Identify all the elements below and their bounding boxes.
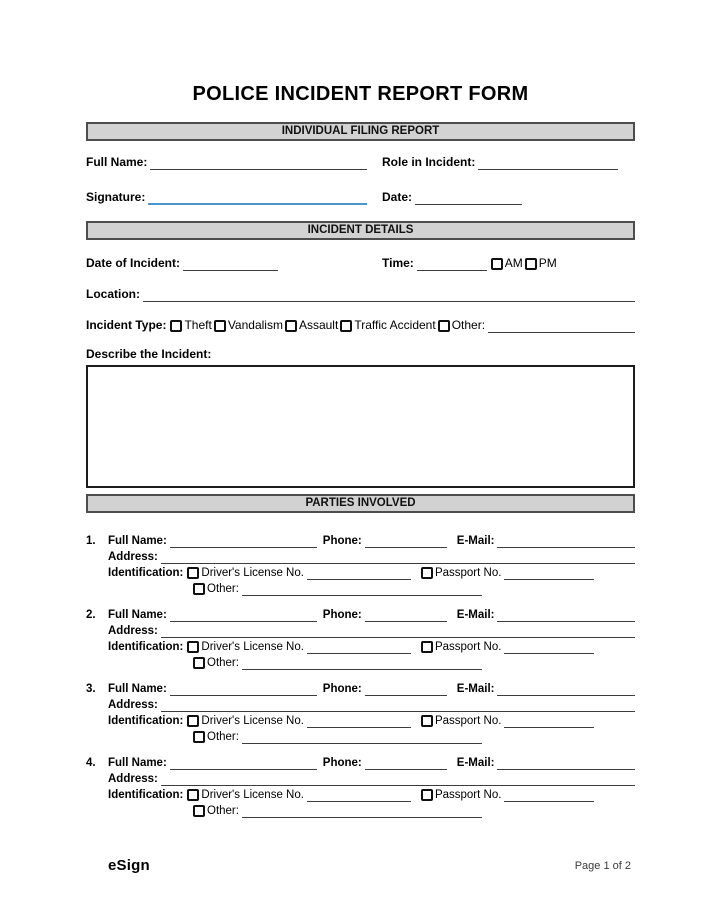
party-email-label: E-Mail: (456, 757, 495, 769)
theft-checkbox[interactable] (170, 320, 182, 332)
parties-list (86, 534, 635, 818)
party-block-3 (86, 682, 635, 744)
party-phone-label: Phone: (322, 609, 362, 621)
full-name-label: Full Name: (86, 155, 148, 169)
role-in-incident-label: Role in Incident: (382, 155, 476, 169)
drivers-license-label: Driver's License No. (201, 567, 304, 579)
party-phone-field[interactable] (365, 758, 447, 770)
party-phone-field[interactable] (365, 684, 447, 696)
other-id-checkbox[interactable] (193, 731, 205, 743)
passport-checkbox[interactable] (421, 641, 433, 653)
drivers-license-no-field[interactable] (307, 642, 411, 654)
other-id-label: Other: (207, 583, 239, 595)
other-id-checkbox[interactable] (193, 583, 205, 595)
party-email-label: E-Mail: (456, 535, 495, 547)
theft-label: Theft (184, 318, 212, 332)
other-type-field[interactable] (488, 320, 635, 333)
date-of-incident-field[interactable] (183, 258, 278, 271)
other-id-label: Other: (207, 731, 239, 743)
party-block-4 (86, 756, 635, 818)
role-in-incident-field[interactable] (478, 157, 618, 170)
other-type-label: Other: (451, 318, 486, 332)
time-label: Time: (382, 256, 414, 270)
am-checkbox[interactable] (491, 258, 503, 270)
party-email-field[interactable] (497, 536, 635, 548)
vandalism-label: Vandalism (227, 318, 283, 332)
party-block-1 (86, 534, 635, 596)
other-id-field[interactable] (242, 584, 482, 596)
drivers-license-checkbox[interactable] (187, 789, 199, 801)
party-address-field[interactable] (161, 700, 635, 712)
date-field[interactable] (415, 192, 522, 205)
passport-no-field[interactable] (504, 568, 594, 580)
party-address-field[interactable] (161, 774, 635, 786)
section-header-incident-details: INCIDENT DETAILS (86, 221, 635, 240)
party-phone-label: Phone: (322, 535, 362, 547)
drivers-license-no-field[interactable] (307, 790, 411, 802)
drivers-license-label: Driver's License No. (201, 641, 304, 653)
passport-label: Passport No. (434, 715, 502, 727)
party-email-field[interactable] (497, 684, 635, 696)
party-full-name-field[interactable] (170, 536, 317, 548)
party-full-name-field[interactable] (170, 758, 317, 770)
passport-label: Passport No. (434, 567, 502, 579)
party-phone-label: Phone: (322, 757, 362, 769)
other-id-checkbox[interactable] (193, 657, 205, 669)
party-full-name-field[interactable] (170, 610, 317, 622)
incident-description-textarea[interactable] (86, 365, 635, 488)
party-identification-label: Identification: (108, 641, 184, 653)
full-name-field[interactable] (150, 157, 367, 170)
passport-no-field[interactable] (504, 716, 594, 728)
passport-checkbox[interactable] (421, 715, 433, 727)
party-number: 3. (86, 683, 96, 695)
time-field[interactable] (417, 258, 487, 271)
drivers-license-label: Driver's License No. (201, 789, 304, 801)
party-email-label: E-Mail: (456, 683, 495, 695)
passport-no-field[interactable] (504, 790, 594, 802)
passport-label: Passport No. (434, 641, 502, 653)
party-number: 1. (86, 535, 96, 547)
other-type-checkbox[interactable] (438, 320, 450, 332)
location-field[interactable] (143, 289, 635, 302)
party-identification-label: Identification: (108, 715, 184, 727)
other-id-field[interactable] (242, 806, 482, 818)
page-title: POLICE INCIDENT REPORT FORM (192, 83, 529, 105)
party-address-label: Address: (108, 699, 158, 711)
other-id-label: Other: (207, 805, 239, 817)
party-address-label: Address: (108, 625, 158, 637)
party-full-name-label: Full Name: (108, 609, 167, 621)
party-number: 2. (86, 609, 96, 621)
passport-label: Passport No. (434, 789, 502, 801)
party-address-field[interactable] (161, 552, 635, 564)
location-label: Location: (86, 287, 140, 301)
signature-label: Signature: (86, 190, 146, 204)
pm-label: PM (538, 256, 557, 270)
party-address-label: Address: (108, 551, 158, 563)
other-id-checkbox[interactable] (193, 805, 205, 817)
party-full-name-label: Full Name: (108, 535, 167, 547)
party-identification-label: Identification: (108, 789, 184, 801)
date-of-incident-label: Date of Incident: (86, 256, 181, 270)
drivers-license-checkbox[interactable] (187, 641, 199, 653)
pm-checkbox[interactable] (525, 258, 537, 270)
describe-incident-label: Describe the Incident: (86, 347, 212, 361)
party-full-name-label: Full Name: (108, 757, 167, 769)
passport-no-field[interactable] (504, 642, 594, 654)
page-footer (86, 857, 635, 874)
drivers-license-label: Driver's License No. (201, 715, 304, 727)
assault-label: Assault (298, 318, 339, 332)
drivers-license-no-field[interactable] (307, 716, 411, 728)
traffic-accident-checkbox[interactable] (340, 320, 352, 332)
party-full-name-field[interactable] (170, 684, 317, 696)
party-address-label: Address: (108, 773, 158, 785)
party-number: 4. (86, 757, 96, 769)
signature-field[interactable] (148, 192, 367, 205)
am-label: AM (504, 256, 523, 270)
party-address-field[interactable] (161, 626, 635, 638)
other-id-field[interactable] (242, 658, 482, 670)
other-id-label: Other: (207, 657, 239, 669)
section-header-parties-involved: PARTIES INVOLVED (86, 494, 635, 513)
vandalism-checkbox[interactable] (214, 320, 226, 332)
other-id-field[interactable] (242, 732, 482, 744)
passport-checkbox[interactable] (421, 789, 433, 801)
party-full-name-label: Full Name: (108, 683, 167, 695)
passport-checkbox[interactable] (421, 567, 433, 579)
party-phone-field[interactable] (365, 536, 447, 548)
assault-checkbox[interactable] (285, 320, 297, 332)
page-number: Page 1 of 2 (574, 859, 631, 872)
drivers-license-checkbox[interactable] (187, 715, 199, 727)
party-email-label: E-Mail: (456, 609, 495, 621)
date-label: Date: (382, 190, 413, 204)
incident-type-label: Incident Type: (86, 318, 167, 332)
party-block-2 (86, 608, 635, 670)
traffic-accident-label: Traffic Accident (354, 318, 436, 332)
drivers-license-checkbox[interactable] (187, 567, 199, 579)
party-email-field[interactable] (497, 610, 635, 622)
party-email-field[interactable] (497, 758, 635, 770)
esign-logo: eSign (108, 857, 150, 874)
party-identification-label: Identification: (108, 567, 184, 579)
section-header-individual-filing: INDIVIDUAL FILING REPORT (86, 122, 635, 141)
party-phone-field[interactable] (365, 610, 447, 622)
party-phone-label: Phone: (322, 683, 362, 695)
drivers-license-no-field[interactable] (307, 568, 411, 580)
